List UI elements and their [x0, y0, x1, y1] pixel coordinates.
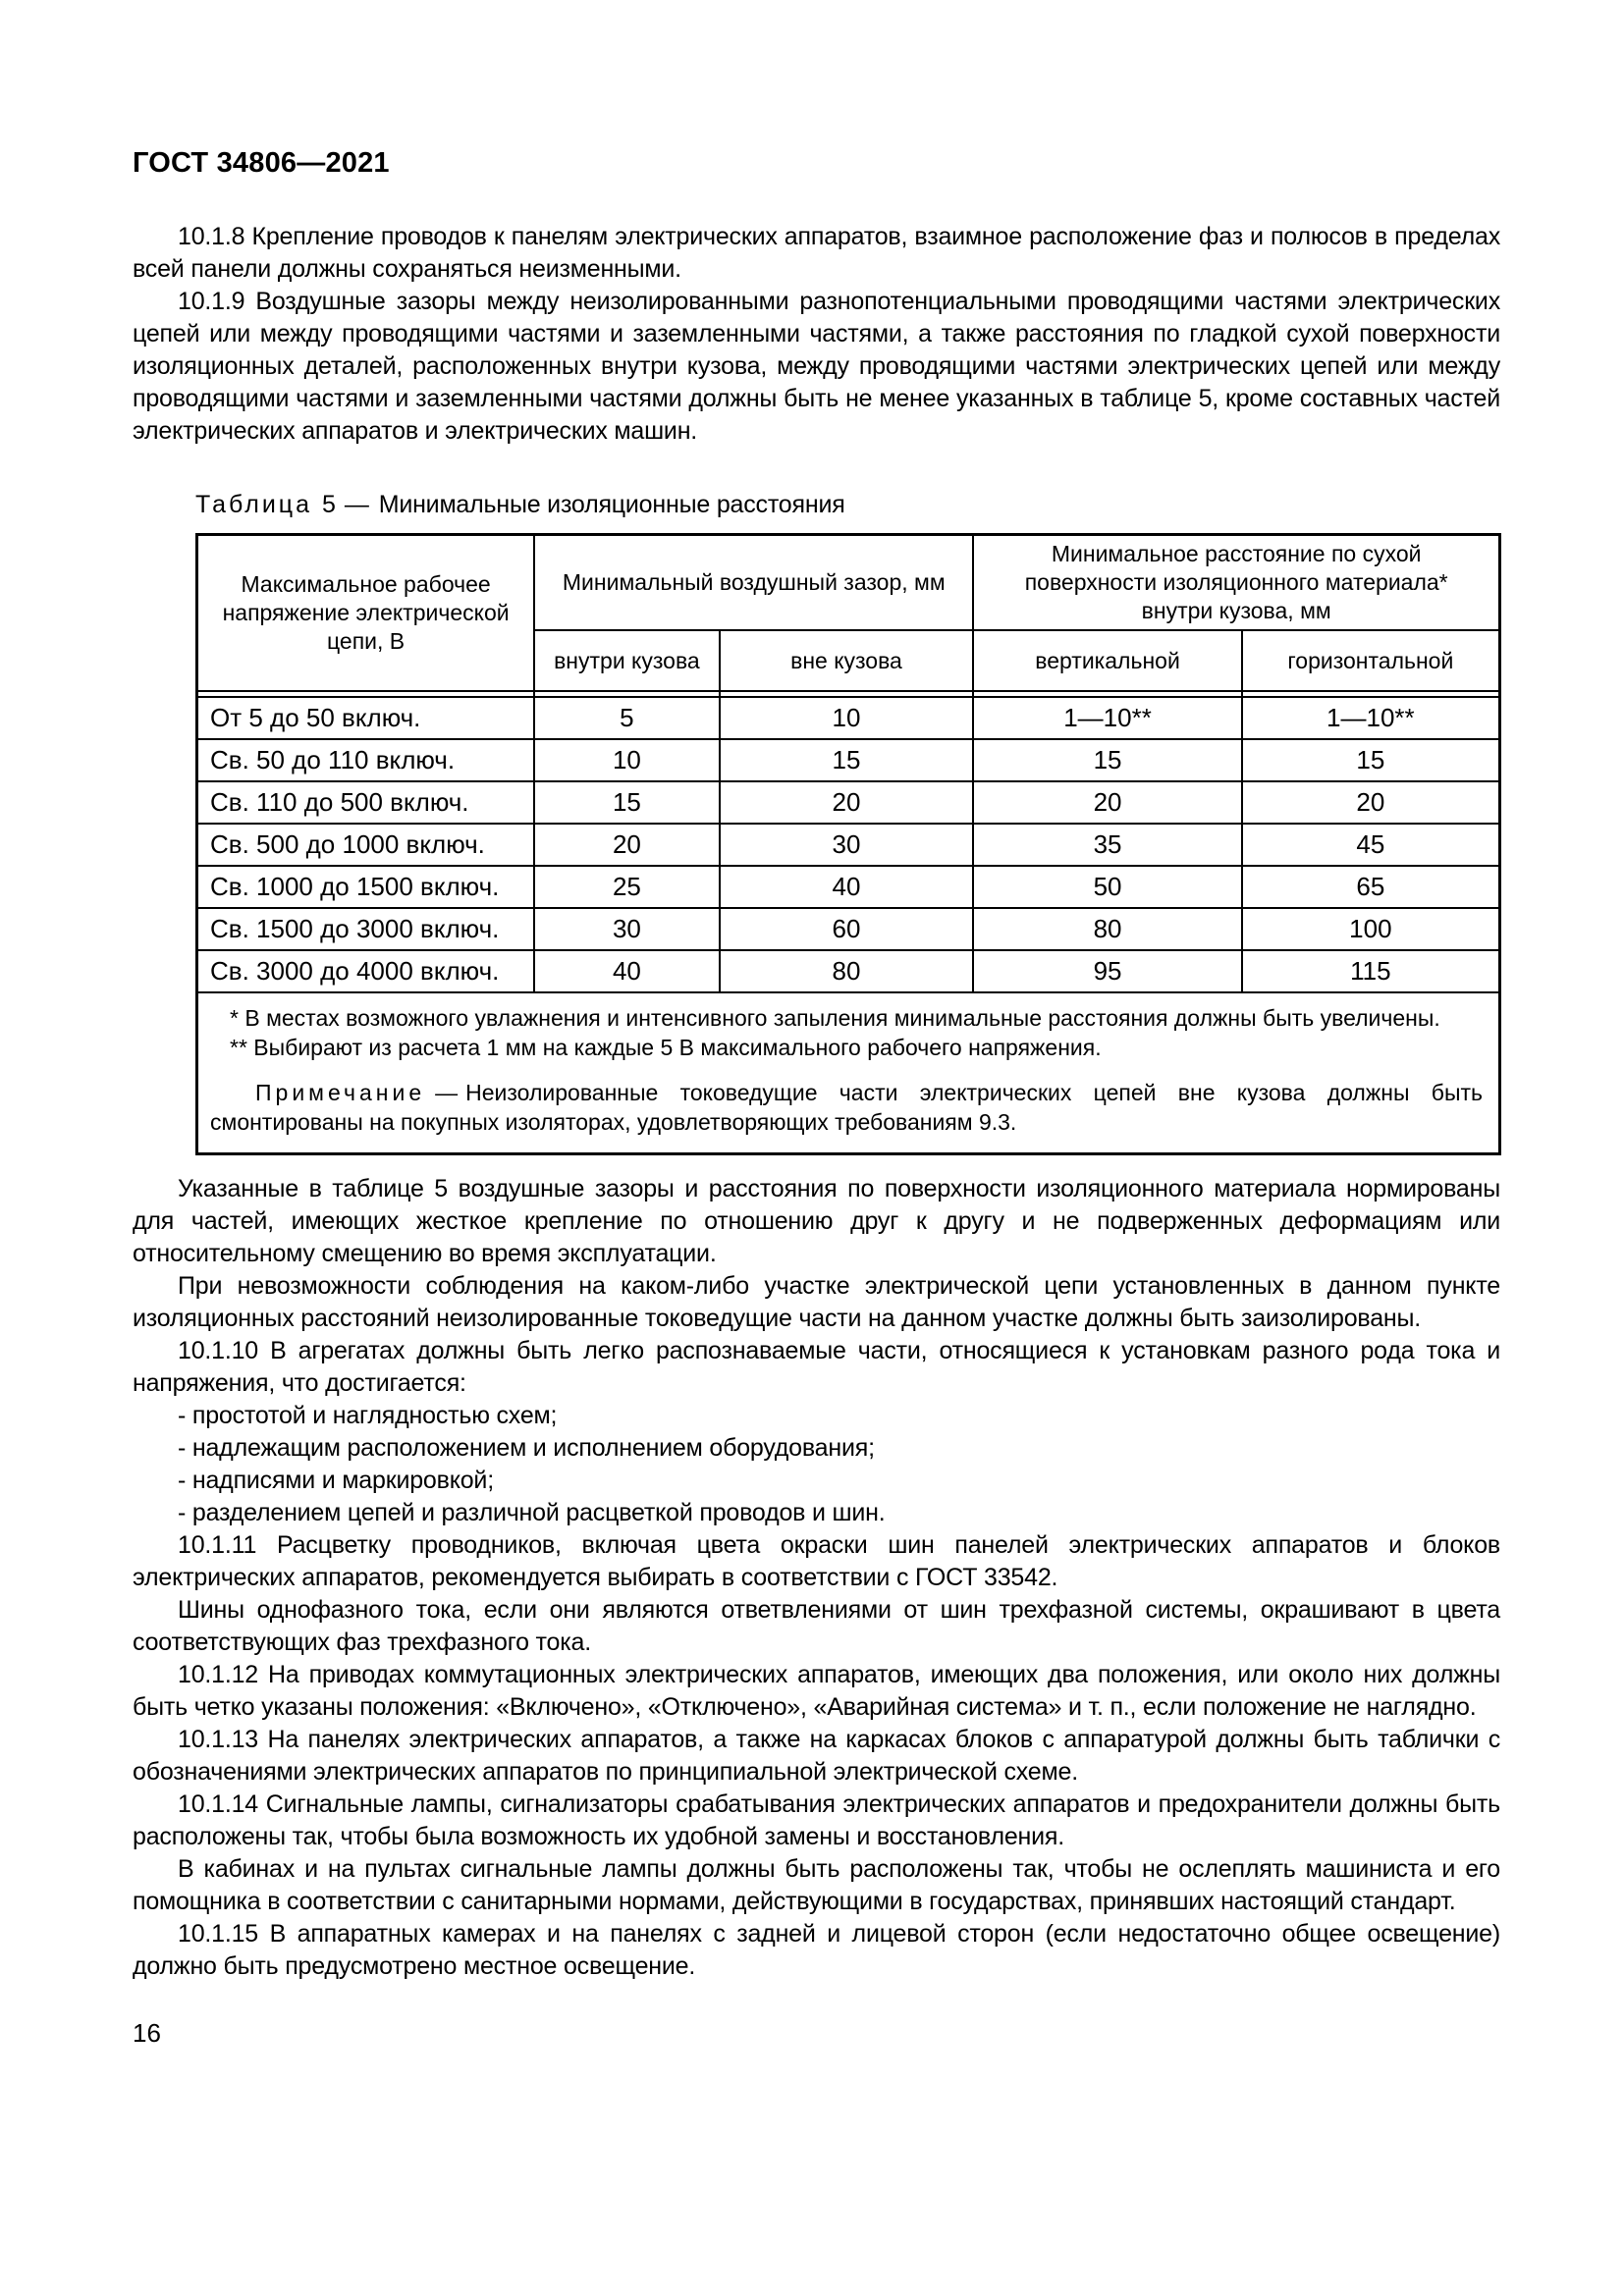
table-header-air-gap-group: Минимальный воздушный зазор, мм: [534, 535, 973, 631]
table-note-dash: —: [435, 1080, 459, 1105]
table-cell: 20: [973, 781, 1241, 824]
table-cell: 15: [1242, 739, 1500, 781]
standard-number-header: ГОСТ 34806—2021: [133, 147, 390, 179]
table-cell-voltage-range: Св. 1000 до 1500 включ.: [197, 866, 535, 908]
table-cell-voltage-range: Св. 500 до 1000 включ.: [197, 824, 535, 866]
list-item-markings: - надписями и маркировкой;: [178, 1467, 494, 1494]
paragraph-10-1-8: 10.1.8 Крепление проводов к панелям электрических аппаратов, взаимное расположение фаз и полюсов в пределах всей панели должны сохраняться неизменными.: [133, 223, 1500, 283]
paragraph-cab-signal-lamps: В кабинах и на пультах сигнальные лампы должны быть расположены так, чтобы не ослеплять машиниста и его помощника в соответствии с санитарными нормами, действующими в государствах, принявших настоящий стандарт.: [133, 1855, 1500, 1915]
table-cell: 50: [973, 866, 1241, 908]
page-number: 16: [133, 2018, 161, 2048]
table-row: [197, 866, 1500, 908]
table-cell: 115: [1242, 950, 1500, 992]
paragraph-table5-scope: Указанные в таблице 5 воздушные зазоры и расстояния по поверхности изоляционного материала нормированы для частей, имеющих жесткое крепление по отношению друг к другу и не подверженных деформациям или относительному смещению во время эксплуатации.: [133, 1175, 1500, 1267]
table-cell: 10: [720, 697, 974, 739]
table-notes-cell: [197, 992, 1500, 1154]
table-cell: 15: [973, 739, 1241, 781]
paragraph-10-1-10: 10.1.10 В агрегатах должны быть легко распознаваемые части, относящиеся к установкам разного рода тока и напряжения, что достигается:: [133, 1337, 1500, 1397]
table-footnote-double-asterisk: ** Выбирают из расчета 1 мм на каждые 5 В максимального рабочего напряжения.: [230, 1035, 1102, 1060]
paragraph-single-phase-buses: Шины однофазного тока, если они являются ответвлениями от шин трехфазной системы, окрашивают в цвета соответствующих фаз трехфазного тока.: [133, 1596, 1500, 1656]
table-header-voltage: Максимальное рабочее напряжение электрической цепи, В: [197, 535, 535, 692]
insulation-distances-table: [195, 533, 1501, 1155]
table-row: [197, 697, 1500, 739]
table-caption-title: Минимальные изоляционные расстояния: [378, 491, 845, 518]
table-cell: 15: [534, 781, 719, 824]
table-row: [197, 950, 1500, 992]
table-cell-voltage-range: Св. 1500 до 3000 включ.: [197, 908, 535, 950]
table-note: [210, 1078, 1483, 1137]
table-notes-row: [197, 992, 1500, 1154]
table-cell: 20: [534, 824, 719, 866]
table-row: [197, 739, 1500, 781]
table-cell: 35: [973, 824, 1241, 866]
table-cell: 30: [534, 908, 719, 950]
table-body: [197, 697, 1500, 992]
list-item-circuit-colors: - разделением цепей и различной расцветкой проводов и шин.: [178, 1499, 886, 1526]
table-subheader-inside-body: внутри кузова: [534, 630, 719, 691]
paragraph-10-1-9: 10.1.9 Воздушные зазоры между неизолированными разнопотенциальными проводящими частями электрических цепей или между проводящими частями и заземленными частями, а также расстояния по гладкой сухой поверхности изоляционных деталей, расположенных внутри кузова, между проводящими частями электрических цепей или между проводящими частями и заземленными частями должны быть не менее указанных в таблице 5, кроме составных частей электрических аппаратов и электрических машин.: [133, 288, 1500, 445]
paragraph-insulation-requirement: При невозможности соблюдения на каком-либо участке электрической цепи установленных в данном пункте изоляционных расстояний неизолированные токоведущие части на данном участке должны быть заизолированы.: [133, 1272, 1500, 1332]
paragraph-10-1-13: 10.1.13 На панелях электрических аппаратов, а также на каркасах блоков с аппаратурой должны быть таблички с обозначениями электрических аппаратов по принципиальной электрической схеме.: [133, 1726, 1500, 1786]
list-item-schemes: - простотой и наглядностью схем;: [178, 1402, 558, 1429]
table-cell: 15: [720, 739, 974, 781]
table-cell-voltage-range: Св. 110 до 500 включ.: [197, 781, 535, 824]
paragraph-10-1-14: 10.1.14 Сигнальные лампы, сигнализаторы срабатывания электрических аппаратов и предохранители должны быть расположены так, чтобы была возможность их удобной замены и восстановления.: [133, 1790, 1500, 1850]
table-cell: 45: [1242, 824, 1500, 866]
table-cell: 20: [1242, 781, 1500, 824]
table-footnote-asterisk: * В местах возможного увлажнения и интенсивного запыления минимальные расстояния должны быть увеличены.: [230, 1005, 1440, 1031]
table-row: [197, 781, 1500, 824]
table-cell: 20: [720, 781, 974, 824]
table-cell: 25: [534, 866, 719, 908]
table-cell-voltage-range: Св. 3000 до 4000 включ.: [197, 950, 535, 992]
table-note-text: Неизолированные токоведущие части электрических цепей вне кузова должны быть смонтированы на покупных изоляторах, удовлетворяющих требованиям 9.3.: [210, 1080, 1483, 1135]
table-cell-voltage-range: Св. 50 до 110 включ.: [197, 739, 535, 781]
table-head: [197, 535, 1500, 692]
paragraph-10-1-15: 10.1.15 В аппаратных камерах и на панелях с задней и лицевой сторон (если недостаточно общее освещение) должно быть предусмотрено местное освещение.: [133, 1920, 1500, 1980]
table-cell: 10: [534, 739, 719, 781]
table-cell: 65: [1242, 866, 1500, 908]
table-caption: [195, 491, 1500, 519]
table-cell: 40: [720, 866, 974, 908]
table-cell: 40: [534, 950, 719, 992]
table-note-label: Примечание: [255, 1080, 426, 1105]
table-cell: 100: [1242, 908, 1500, 950]
table-caption-label: Таблица 5: [195, 491, 339, 518]
table-subheader-outside-body: вне кузова: [720, 630, 974, 691]
paragraph-10-1-11: 10.1.11 Расцветку проводников, включая цвета окраски шин панелей электрических аппаратов и блоков электрических аппаратов, рекомендуется выбирать в соответствии с ГОСТ 33542.: [133, 1531, 1500, 1591]
table-cell: 95: [973, 950, 1241, 992]
table-row: [197, 824, 1500, 866]
table-cell: 80: [720, 950, 974, 992]
table-cell: 60: [720, 908, 974, 950]
table-cell: 30: [720, 824, 974, 866]
list-item-equipment: - надлежащим расположением и исполнением оборудования;: [178, 1434, 875, 1462]
table-cell: 1—10**: [973, 697, 1241, 739]
table-subheader-horizontal: горизонтальной: [1242, 630, 1500, 691]
table-cell: 80: [973, 908, 1241, 950]
table-notes-section: [197, 992, 1500, 1154]
page-content: [133, 147, 1500, 2049]
table-caption-dash: —: [344, 491, 369, 518]
table-cell: 5: [534, 697, 719, 739]
table-subheader-vertical: вертикальной: [973, 630, 1241, 691]
table-row: [197, 908, 1500, 950]
paragraph-10-1-12: 10.1.12 На приводах коммутационных электрических аппаратов, имеющих два положения, или около них должны быть четко указаны положения: «Включено», «Отключено», «Аварийная система» и т. п., если положение не наглядно.: [133, 1661, 1500, 1721]
table-cell: 1—10**: [1242, 697, 1500, 739]
table-header-row-groups: [197, 535, 1500, 631]
table-cell-voltage-range: От 5 до 50 включ.: [197, 697, 535, 739]
table-header-surface-group: Минимальное расстояние по сухой поверхности изоляционного материала* внутри кузова, мм: [973, 535, 1499, 631]
